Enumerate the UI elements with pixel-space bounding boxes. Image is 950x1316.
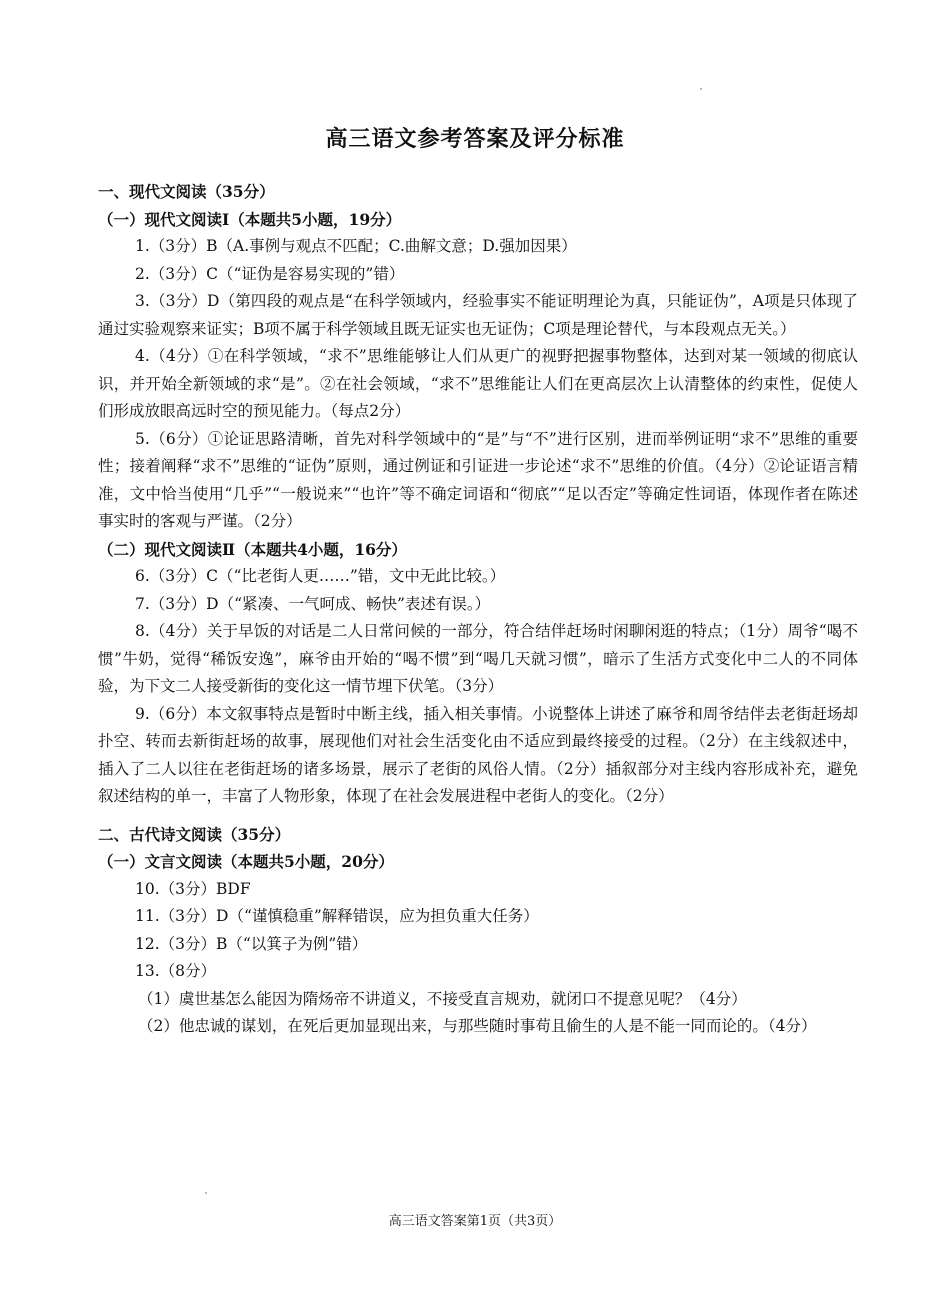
answer-item: 13.（8分） <box>135 962 217 980</box>
answer-item: 4.（4分）①在科学领域，“求不”思维能够让人们从更广的视野把握事物整体，达到对某一领域的彻底认识，并开始全新领域的求“是”。②在社会领域，“求不”思维能让人们在更高层次上认清整体的约束性，促使人们形成放眼高远时空的预见能力。（每点2分） <box>98 347 858 420</box>
translation-item: （2）他忠诚的谋划，在死后更加显现出来，与那些随时事苟且偷生的人是不能一同而论的。（4分） <box>138 1017 817 1035</box>
section-heading: 一、现代文阅读（35分） <box>98 182 275 201</box>
answer-item: 8.（4分）关于早饭的对话是二人日常问候的一部分，符合结伴赶场时闲聊闲逛的特点；（1分）周爷“喝不惯”牛奶，觉得“稀饭安逸”，麻爷由开始的“喝不惯”到“喝几天就习惯”，暗示了生活方式变化中二人的不同体验，为下文二人接受新街的变化这一情节埋下伏笔。（3分） <box>98 622 858 695</box>
answer-item: 1.（3分）B（A.事例与观点不匹配；C.曲解文意；D.强加因果） <box>135 237 577 255</box>
part-heading: （一）现代文阅读Ⅰ（本题共5小题，19分） <box>98 209 402 229</box>
page-footer: 高三语文答案第1页（共3页） <box>388 1214 562 1229</box>
answer-content <box>98 178 858 1041</box>
scan-speck <box>700 88 702 90</box>
answer-item: 10.（3分）BDF <box>135 879 251 898</box>
scan-speck <box>205 1192 207 1194</box>
part-heading: （一）文言文阅读（本题共5小题，20分） <box>98 852 394 871</box>
answer-item: 5.（6分）①论证思路清晰，首先对科学领域中的“是”与“不”进行区别，进而举例证明“求不”思维的重要性；接着阐释“求不”思维的“证伪”原则，通过例证和引证进一步论述“求不”思维的价值。（4分）②论证语言精准，文中恰当使用“几乎”“一般说来”“也许”等不确定词语和“彻底”“足以否定”等确定性词语，体现作者在陈述事实时的客观与严谨。（2分） <box>98 429 858 530</box>
translation-item: （1）虞世基怎么能因为隋炀帝不讲道义，不接受直言规劝，就闭口不提意见呢？（4分） <box>138 989 747 1008</box>
section-gap <box>98 811 858 821</box>
part-heading: （二）现代文阅读Ⅱ（本题共4小题，16分） <box>98 539 407 559</box>
answer-item: 3.（3分）D（第四段的观点是“在科学领域内，经验事实不能证明理论为真，只能证伪”，A项是只体现了通过实验观察来证实；B项不属于科学领域且既无证实也无证伪；C项是理论替代，与本段观点无关。） <box>98 292 858 338</box>
answer-item: 9.（6分）本文叙事特点是暂时中断主线，插入相关事情。小说整体上讲述了麻爷和周爷结伴去老街赶场却扑空、转而去新街赶场的故事，展现他们对社会生活变化由不适应到最终接受的过程。（2分）在主线叙述中，插入了二人以往在老街赶场的诸多场景，展示了老街的风俗人情。（2分）插叙部分对主线内容形成补充，避免叙述结构的单一，丰富了人物形象，体现了在社会发展进程中老街人的变化。（2分） <box>98 704 858 805</box>
page-title: 高三语文参考答案及评分标准 <box>325 127 625 152</box>
section-heading: 二、古代诗文阅读（35分） <box>98 824 291 844</box>
answer-item: 6.（3分）C（“比老街人更……”错，文中无此比较。） <box>135 567 506 585</box>
answer-item: 11.（3分）D（“谨慎稳重”解释错误，应为担负重大任务） <box>135 907 539 925</box>
answer-item: 12.（3分）B（“以箕子为例”错） <box>135 934 368 953</box>
answer-item: 7.（3分）D（“紧凑、一气呵成、畅快”表述有误。） <box>135 594 491 613</box>
answer-item: 2.（3分）C（“证伪是容易实现的”错） <box>135 264 405 283</box>
